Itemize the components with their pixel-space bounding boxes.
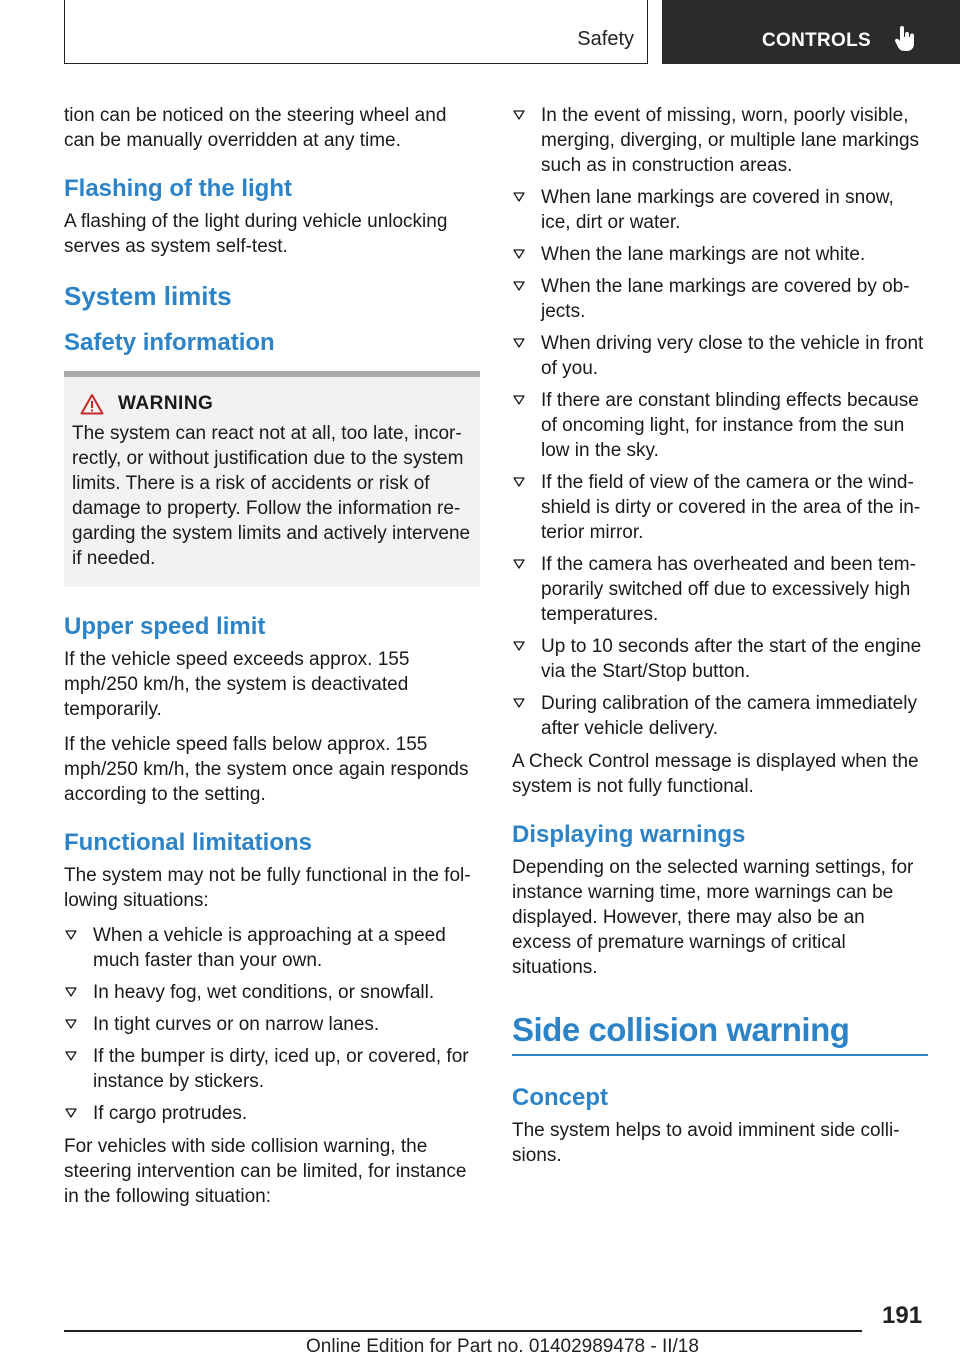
displaying-warnings-heading: Displaying warnings [512,821,746,848]
list-item [512,552,928,627]
list-item-text: Up to 10 seconds after the start of the engine via the Start/Stop button. [541,636,922,682]
triangle-bullet-icon [64,1103,78,1123]
footer-edition: Online Edition for Part no. 01402989478 - II/18 [306,1336,699,1357]
triangle-bullet-icon [64,925,78,945]
hand-pointer-icon [894,25,916,58]
triangle-bullet-icon [512,693,526,713]
displaying-warnings-paragraph: Depending on the selected warning settings, for instance warning time, more warnings can be displayed. However, there may also be an excess of premature warnings of critical situations. [512,857,914,978]
list-item-text: When a vehicle is approaching at a speed much faster than your own. [93,925,446,971]
list-item [512,388,928,463]
triangle-bullet-icon [512,333,526,353]
list-item-text: If the bumper is dirty, iced up, or covered, for instance by stickers. [93,1046,469,1092]
list-item [512,691,928,741]
list-item [512,470,928,545]
list-item-text: In tight curves or on narrow lanes. [93,1014,380,1035]
right-column [512,103,928,1178]
triangle-bullet-icon [512,554,526,574]
warning-title: WARNING [118,393,214,414]
triangle-bullet-icon [512,105,526,125]
flashing-paragraph: A flashing of the light during vehicle unlocking serves as system self-test. [64,211,448,257]
triangle-bullet-icon [512,390,526,410]
triangle-bullet-icon [64,982,78,1002]
warning-text: The system can react not at all, too late, incorrectly, or without justification due to the system limits. There is a risk of accidents or risk of damage to property. Follow the information regarding the system limits and actively intervene if needed. [72,423,471,569]
limitations-list [512,103,928,741]
list-item [512,242,928,267]
safety-info-heading: Safety information [64,329,275,356]
list-item [512,103,928,178]
triangle-bullet-icon [512,276,526,296]
list-item [64,1012,480,1037]
list-item-text: When the lane markings are not white. [541,244,866,265]
chapter-tab[interactable] [662,0,960,64]
list-item [512,634,928,684]
functional-heading: Functional limitations [64,829,313,856]
footer-divider [64,1330,862,1332]
triangle-bullet-icon [512,472,526,492]
functional-intro: The system may not be fully functional in the following situations: [64,865,471,911]
upper-speed-paragraph-1: If the vehicle speed exceeds approx. 155 mph/250 km/h, the system is deactivated temporarily. [64,649,410,720]
closing-paragraph: For vehicles with side collision warning, the steering intervention can be limited, for instance in the following situation: [64,1136,467,1207]
section-title: Safety [577,28,634,50]
side-collision-heading: Side collision warning [512,1008,928,1056]
list-item [512,274,928,324]
warning-triangle-icon [80,393,104,415]
warning-box [64,371,480,587]
warning-header [80,393,472,415]
list-item-text: During calibration of the camera immediately after vehicle delivery. [541,693,917,739]
triangle-bullet-icon [512,636,526,656]
list-item [64,1044,480,1094]
check-control-paragraph: A Check Control message is displayed when the system is not fully functional. [512,751,919,797]
page-number: 191 [882,1302,923,1329]
list-item [64,923,480,973]
functional-list [64,923,480,1126]
left-column [64,103,480,1219]
list-item-text: If there are constant blinding effects because of oncoming light, for instance from the sun low in the sky. [541,390,919,461]
list-item [64,980,480,1005]
list-item-text: If the camera has overheated and been temporarily switched off due to excessively high temperatures. [541,554,916,625]
list-item-text: When lane markings are covered in snow, ice, dirt or water. [541,187,894,233]
flashing-heading: Flashing of the light [64,175,292,202]
list-item [512,331,928,381]
list-item-text: If the field of view of the camera or the windshield is dirty or covered in the area of the interior mirror. [541,472,921,543]
list-item-text: In the event of missing, worn, poorly visible, merging, diverging, or multiple lane markings such as in construction areas. [541,105,920,176]
triangle-bullet-icon [512,187,526,207]
list-item [64,1101,480,1126]
list-item-text: When driving very close to the vehicle in front of you. [541,333,924,379]
list-item-text: In heavy fog, wet conditions, or snowfall. [93,982,435,1003]
list-item [512,185,928,235]
chapter-label: CONTROLS [762,30,872,51]
header-frame [64,0,648,64]
concept-heading: Concept [512,1084,608,1111]
triangle-bullet-icon [512,244,526,264]
concept-paragraph: The system helps to avoid imminent side collisions. [512,1120,900,1166]
list-item-text: When the lane markings are covered by objects. [541,276,910,322]
system-limits-heading: System limits [64,281,232,311]
triangle-bullet-icon [64,1046,78,1066]
list-item-text: If cargo protrudes. [93,1103,248,1124]
intro-paragraph: tion can be noticed on the steering wheel and can be manually overridden at any time. [64,105,447,151]
triangle-bullet-icon [64,1014,78,1034]
upper-speed-heading: Upper speed limit [64,613,266,640]
upper-speed-paragraph-2: If the vehicle speed falls below approx. 155 mph/250 km/h, the system once again responds according to the setting. [64,734,469,805]
